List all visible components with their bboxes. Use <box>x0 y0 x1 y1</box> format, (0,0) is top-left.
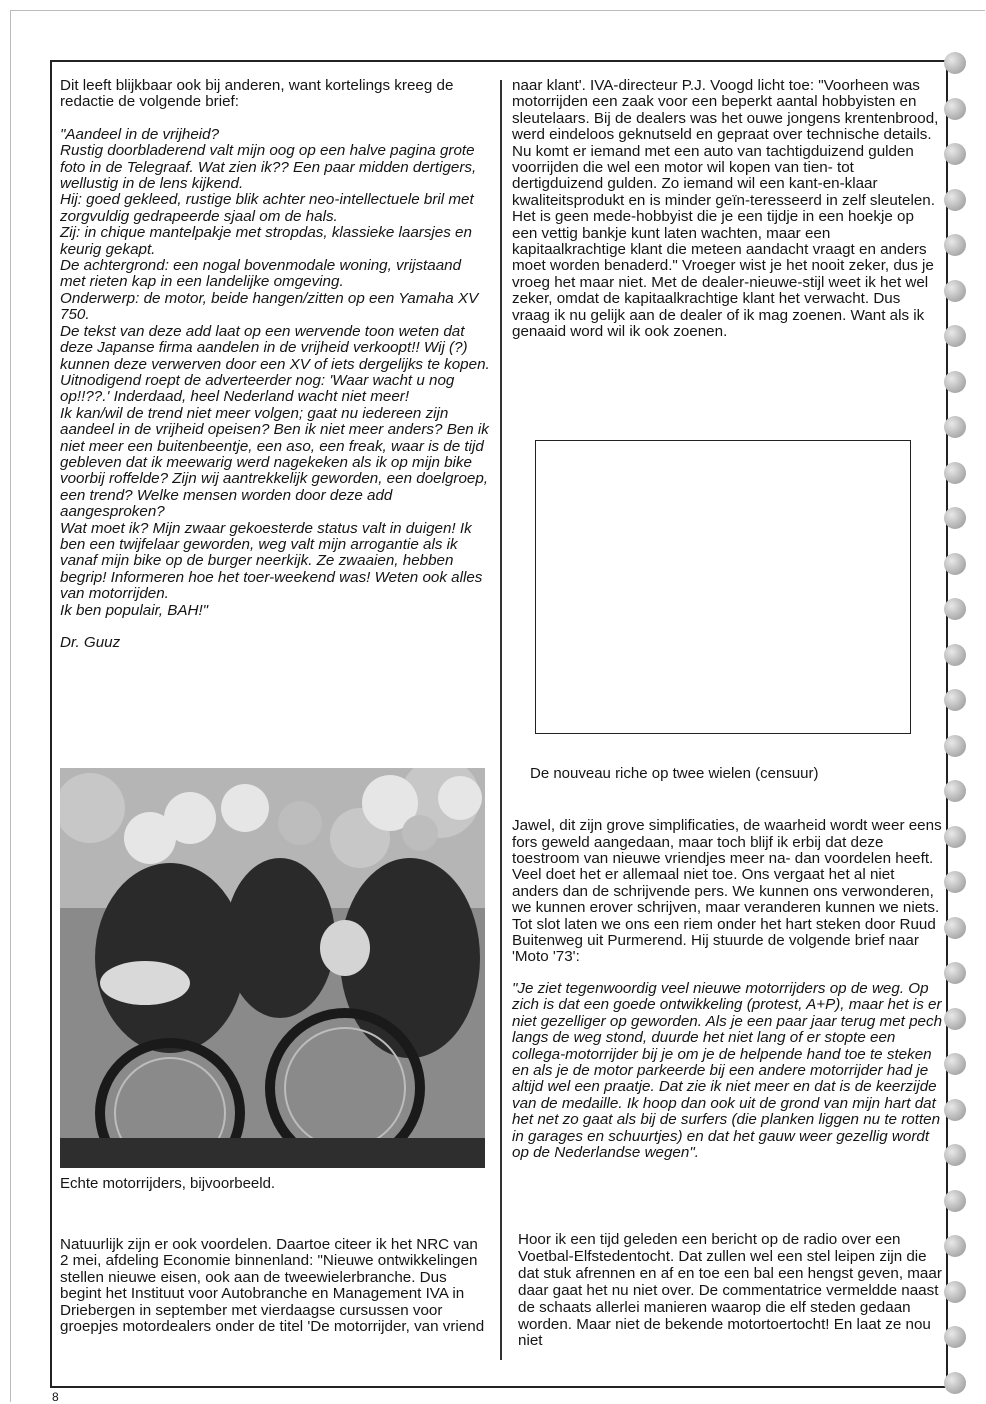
letter-paragraph: Hij: goed gekleed, rustige blik achter neo-intellectuele bril met zorgvuldig gedrapeerde sjaal om de hals. <box>60 191 474 225</box>
censored-image-caption: De nouveau riche op twee wielen (censuur) <box>530 765 819 782</box>
page-bottom-border <box>50 1386 948 1388</box>
letter-paragraph: Onderwerp: de motor, beide hangen/zitten op een Yamaha XV 750. <box>60 289 479 324</box>
left-column <box>60 78 490 651</box>
right-bottom-paragraph: Hoor ik een tijd geleden een bericht op de radio over een Voetbal-Elfstedentocht. Dat zullen wel een stel leipen zijn die dat stuk afrennen en af en toe een bal een hengst geven, maar daar gaat het nu niet over. De commentatrice vermeldde naast de schaats allerlei manieren waarop die elf steden gedaan worden. Maar niet de bekende motortoertocht! En laat ze nou niet <box>518 1231 942 1350</box>
binder-ring-icon <box>944 826 966 848</box>
binder-ring-icon <box>944 871 966 893</box>
binder-ring-icon <box>944 598 966 620</box>
letter-paragraph: De achtergrond: een nogal bovenmodale woning, vrijstaand met rieten kap in een landelijke omgeving. <box>60 257 462 291</box>
binder-ring-icon <box>944 1281 966 1303</box>
binder-ring-icon <box>944 917 966 939</box>
binder-ring-icon <box>944 280 966 302</box>
binder-ring-icon <box>944 1053 966 1075</box>
binder-ring-icon <box>944 962 966 984</box>
binder-ring-icon <box>944 462 966 484</box>
binder-ring-icon <box>944 1372 966 1394</box>
binder-ring-icon <box>944 1190 966 1212</box>
binder-ring-icon <box>944 325 966 347</box>
binder-ring-icon <box>944 780 966 802</box>
binder-ring-icon <box>944 1235 966 1257</box>
letter-closing: Ik ben populair, BAH!" <box>60 601 209 619</box>
letter-paragraph: Rustig doorbladerend valt mijn oog op een halve pagina grote foto in de Telegraaf. Wat zien ik?? Een paar midden dertigers, wellustig in de lens kijkend. <box>60 142 477 193</box>
right-middle-paragraph: Jawel, dit zijn grove simplificaties, de waarheid wordt weer eens fors geweld aangedaan, maar toch blijf ik erbij dat deze toestroom van nieuwe vriendjes meer na- dan voordelen heeft. Veel doet het er allemaal niet toe. Ons vergaat het al niet anders dan de schrijvende pers. We kunnen ons verwonderen, we kunnen erover schrijven, maar veranderen kunnen we niets. Tot slot laten we ons een riem onder het hart steken door Ruud Buitenweg uit Purmerend. Hij stuurde de volgende brief naar 'Moto '73': <box>512 817 942 966</box>
quoted-letter: "Je ziet tegenwoordig veel nieuwe motorrijders op de weg. Op zich is dat een goede ontwikkeling (protest, A+P), maar het is er niet gezelliger op geworden. Als je een paar jaar terug met pech langs de weg stond, duurde het niet lang of er stopte een collega-motorrijder bij je om je de helpende hand toe te steken en als je de motor parkeerde bij een andere motorrijder had je altijd wel een praatje. Dat zie ik niet meer en dat is de keerzijde van de medaille. Ik hoop dan ook uit de grond van mijn hart dat het net zo gaat als bij de surfers (die planken liggen nu te rotten in garages en schuurtjes) en dat het gauw weer gezellig wordt op de Nederlandse wegen". <box>512 980 943 1162</box>
left-bottom-paragraph: Natuurlijk zijn er ook voordelen. Daartoe citeer ik het NRC van 2 mei, afdeling Economie binnenland: "Nieuwe ontwikkelingen stellen nieuwe eisen, ook aan de tweewielerbranche. Dus begint het Instituut voor Autobranche en Management IVA in Driebergen in september met vierdaagse cursussen voor groepjes motordealers onder de titel 'De motorrijder, van vriend <box>60 1236 485 1336</box>
page-right-border <box>946 60 948 1388</box>
binder-ring-icon <box>944 644 966 666</box>
motorcyclists-photo <box>60 768 485 1168</box>
letter-paragraph: Ik kan/wil de trend niet meer volgen; gaat nu iedereen zijn aandeel in de vrijheid opeisen? Ben ik niet meer anders? Ben ik niet meer een buitenbeentje, een aso, een freak, waar is de tijd gebleven dat ik meewarig werd nagekeken als ik op mijn bike voorbij roffelde? Zijn wij aantrekkelijk geworden, een doelgroep, een trend? Welke mensen worden door deze add aangesproken? <box>60 404 489 521</box>
binder-ring-icon <box>944 1326 966 1348</box>
binder-ring-icon <box>944 1144 966 1166</box>
letter-paragraph: Zij: in chique mantelpakje met stropdas, klassieke laarsjes en keurig gekapt. <box>60 224 472 258</box>
binder-ring-icon <box>944 689 966 711</box>
binder-ring-icon <box>944 143 966 165</box>
page-number: 8 <box>52 1390 59 1404</box>
binder-ring-icon <box>944 553 966 575</box>
binder-ring-icon <box>944 416 966 438</box>
right-top-paragraph: naar klant'. IVA-directeur P.J. Voogd licht toe: "Voorheen was motorrijden een zaak voor een beperkt aantal hobbyisten en sleutelaars. Bij de dealers was het ouwe jongens krentenbrood, werd eindeloos geknutseld en gepraat over technische details. Nu komt er iemand met een auto van tachtigduizend gulden voorrijden die wel een motor wil kopen van tien- tot dertigduizend gulden. Zo iemand wil een kant-en-klaar kwaliteitsprodukt en is minder geïn-teresseerd in zelf sleutelen. Het is geen mede-hobbyist die je een tijdje in een hoekje op een vettig bankje kunt laten wachten, maar een kapitaalkrachtige klant die meteen aandacht vraagt en anders moet worden benaderd." Vroeger wist je het nooit zeker, dus je vroeg het maar niet. Met de dealer-nieuwe-stijl weet ik het wel zeker, omdat de kapitaalkrachtige klant het verwacht. Dus vraag ik nu gelijk aan de dealer of ik mag zoenen. Want als ik genaaid word wil ik ook zoenen. <box>512 77 939 341</box>
binder-ring-icon <box>944 1099 966 1121</box>
letter-paragraph: De tekst van deze add laat op een wervende toon weten dat deze Japanse firma aandelen in de vrijheid verkoopt!! Wij (?) kunnen deze verwerven door een XV of iets dergelijks te kopen. Uitnodigend roept de adverteerder nog: 'Waar wacht u nog op!!??.' Inderdaad, heel Nederland wacht niet meer! <box>60 322 490 406</box>
binder-ring-icon <box>944 189 966 211</box>
binder-ring-icon <box>944 98 966 120</box>
binder-ring-icon <box>944 371 966 393</box>
letter-heading: "Aandeel in de vrijheid? <box>60 125 220 143</box>
letter-paragraph: Wat moet ik? Mijn zwaar gekoesterde status valt in duigen! Ik ben een twijfelaar geworden, weg valt mijn arrogantie als ik vanaf mijn bike op de burger neerkijk. Ze zwaaien, hebben begrip! Informeren hoe het toer-weekend was! Weten ook alles van motorrijden. <box>60 519 483 603</box>
censored-image-box <box>535 440 911 734</box>
binder-ring-icon <box>944 234 966 256</box>
right-middle-section <box>512 803 942 1177</box>
column-divider <box>500 80 502 1360</box>
binder-ring-icon <box>944 507 966 529</box>
binder-ring-icon <box>944 1008 966 1030</box>
photo-caption: Echte motorrijders, bijvoorbeeld. <box>60 1175 276 1192</box>
intro-paragraph: Dit leeft blijkbaar ook bij anderen, want kortelings kreeg de redactie de volgende brief: <box>60 77 454 111</box>
letter-signature: Dr. Guuz <box>60 634 121 651</box>
binder-ring-icon <box>944 735 966 757</box>
binder-ring-icon <box>944 52 966 74</box>
right-column <box>512 78 942 341</box>
